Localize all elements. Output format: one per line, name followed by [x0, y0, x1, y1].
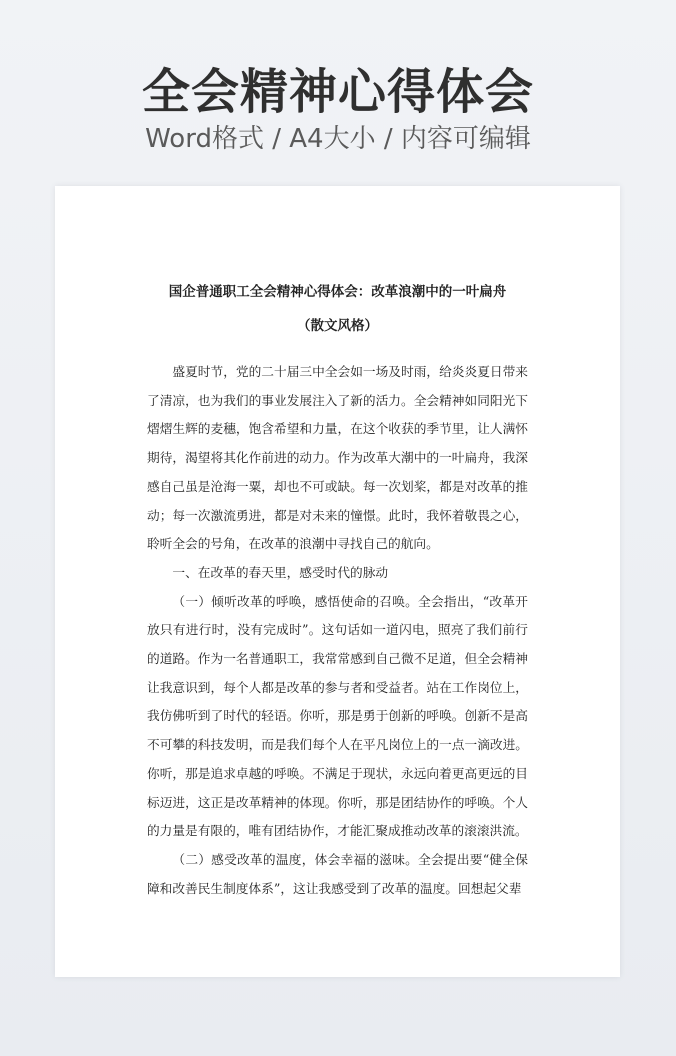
- paragraph-section-1-1: （一）倾听改革的呼唤，感悟使命的召唤。全会指出，“改革开放只有进行时，没有完成时”。这句话如一道闪电，照亮了我们前行的道路。作为一名普通职工，我常常感到自己微不足道，但全会精神让我意识到，每个人都是改革的参与者和受益者。站在工作岗位上，我仿佛听到了时代的轻语。你听，那是勇于创新的呼唤。创新不是高不可攀的科技发明，而是我们每个人在平凡岗位上的一点一滴改进。你听，那是追求卓越的呼唤。不满足于现状，永远向着更高更远的目标迈进，这正是改革精神的体现。你听，那是团结协作的呼唤。个人的力量是有限的，唯有团结协作，才能汇聚成推动改革的滚滚洪流。: [147, 593, 528, 839]
- document-subtitle: （散文风格）: [297, 318, 378, 334]
- banner-subtitle: Word格式 / A4大小 / 内容可编辑: [145, 124, 531, 154]
- paragraph-intro: 盛夏时节，党的二十届三中全会如一场及时雨，给炎炎夏日带来了清凉，也为我们的事业发展注入了新的活力。全会精神如同阳光下熠熠生辉的麦穗，饱含希望和力量，在这个收获的季节里，让人满怀期待，渴望将其化作前进的动力。作为改革大潮中的一叶扁舟，我深感自己虽是沧海一粟，却也不可或缺。每一次划桨，都是对改革的推动；每一次激流勇进，都是对未来的憧憬。此时，我怀着敬畏之心，聆听全会的号角，在改革的浪潮中寻找自己的航向。: [147, 364, 528, 552]
- banner-header: [0, 62, 676, 156]
- section-heading-1: 一、在改革的春天里，感受时代的脉动: [172, 564, 389, 580]
- banner-title: 全会精神心得体会: [141, 64, 534, 120]
- document-page: [55, 186, 620, 977]
- paragraph-section-1-2: （二）感受改革的温度，体会幸福的滋味。全会提出要“健全保障和改善民生制度体系”，这让我感受到了改革的温度。回想起父辈: [147, 851, 528, 896]
- document-body: [147, 268, 528, 903]
- document-title: 国企普通职工全会精神心得体会：改革浪潮中的一叶扁舟: [168, 284, 507, 300]
